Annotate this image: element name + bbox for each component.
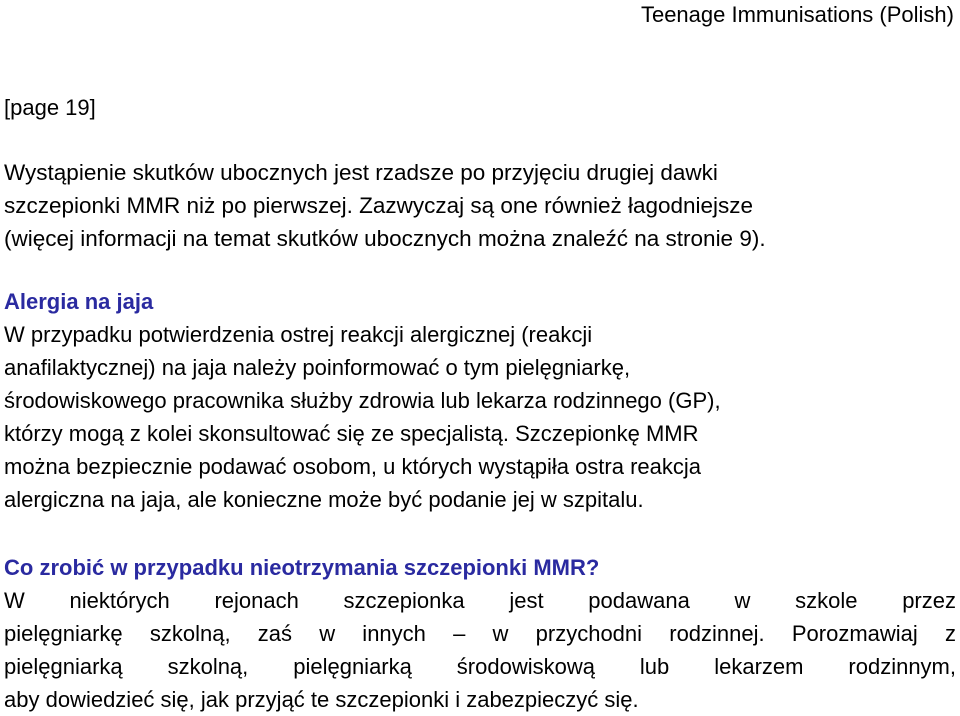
document-header: Teenage Immunisations (Polish) <box>640 2 954 27</box>
mmr-line: pielęgniarką szkolną, pielęgniarką środowiskową lub lekarzem rodzinnym, <box>4 654 956 679</box>
intro-line: (więcej informacji na temat skutków ubocznych można znaleźć na stronie 9). <box>4 226 766 251</box>
allergy-line: można bezpiecznie podawać osobom, u których wystąpiła ostra reakcja <box>4 454 702 479</box>
intro-line: szczepionki MMR niż po pierwszej. Zazwyczaj są one również łagodniejsze <box>4 193 754 218</box>
egg-allergy-heading: Alergia na jaja <box>4 289 154 314</box>
mmr-line: aby dowiedzieć się, jak przyjąć te szczepionki i zabezpieczyć się. <box>4 687 639 712</box>
intro-line: Wystąpienie skutków ubocznych jest rzadsze po przyjęciu drugiej dawki <box>4 160 718 185</box>
egg-allergy-section <box>4 285 956 516</box>
allergy-line: alergiczna na jaja, ale konieczne może być podanie jej w szpitalu. <box>4 487 644 512</box>
page-number-label: [page 19] <box>4 95 96 120</box>
allergy-line: W przypadku potwierdzenia ostrej reakcji alergicznej (reakcji <box>4 322 593 347</box>
mmr-line: W niektórych rejonach szczepionka jest podawana w szkole przez <box>4 588 956 613</box>
allergy-line: środowiskowego pracownika służby zdrowia lub lekarza rodzinnego (GP), <box>4 388 721 413</box>
missed-mmr-heading: Co zrobić w przypadku nieotrzymania szczepionki MMR? <box>4 555 600 580</box>
missed-mmr-section <box>4 551 956 716</box>
intro-paragraph <box>4 156 956 255</box>
mmr-line: pielęgniarkę szkolną, zaś w innych – w przychodni rodzinnej. Porozmawiaj z <box>4 621 956 646</box>
allergy-line: anafilaktycznej) na jaja należy poinformować o tym pielęgniarkę, <box>4 355 631 380</box>
allergy-line: którzy mogą z kolei skonsultować się ze specjalistą. Szczepionkę MMR <box>4 421 699 446</box>
